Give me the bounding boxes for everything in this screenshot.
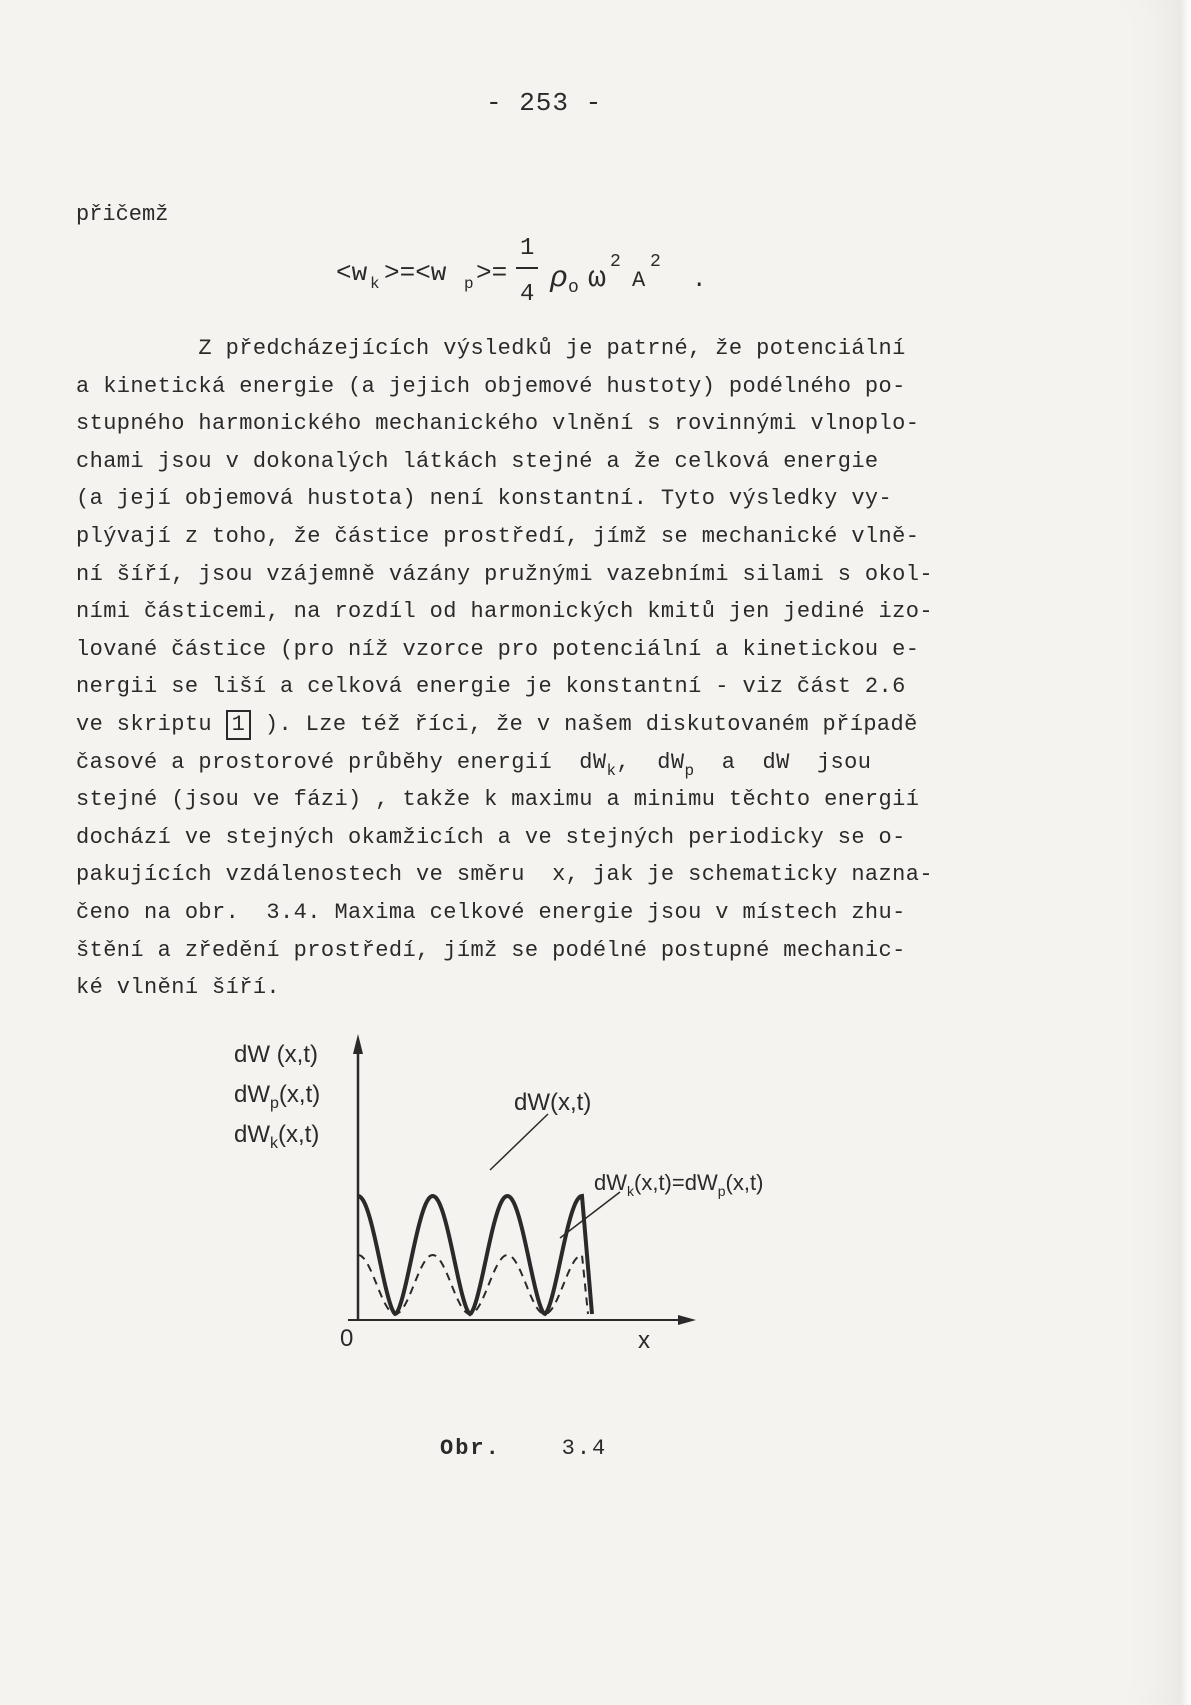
x-axis-arrow: [678, 1315, 696, 1325]
origin-label: 0: [340, 1325, 354, 1352]
text-line: pakujících vzdálenostech ve směru x, jak je schematicky nazna-: [76, 862, 933, 888]
subscript-p: p: [684, 761, 695, 780]
lead-word: přičemž: [76, 202, 169, 227]
formula-eq: >=: [476, 258, 508, 288]
formula-wp-open: >=<w: [384, 258, 447, 288]
text-line: dochází ve stejných okamžicích a ve stejných periodicky se o-: [76, 824, 906, 850]
label-part: (x,t)=dW: [634, 1170, 718, 1195]
formula-period: .: [692, 267, 707, 294]
text-line: [76, 706, 1056, 744]
label-part: (x,t): [278, 1121, 320, 1148]
curve-label-kinetic-potential: [594, 1170, 763, 1199]
formula-denominator: 4: [520, 281, 535, 308]
text-line: nergii se liší a celková energie je konstantní - viz část 2.6: [76, 674, 906, 700]
formula-rho: ρ: [550, 262, 569, 296]
label-part: dW: [594, 1170, 627, 1195]
text-line: ké vlnění šíří.: [76, 975, 281, 1001]
text-fragment: ve skriptu: [76, 711, 226, 737]
text-fragment: ). Lze též říci, že v našem diskutovaném případě: [251, 711, 918, 737]
caption-number: 3.4: [561, 1436, 608, 1461]
total-energy-curve: [358, 1196, 592, 1314]
figure-caption: [440, 1436, 607, 1461]
text-line: štění a zředění prostředí, jímž se podélné postupné mechanic-: [76, 937, 906, 963]
formula-omega-sup: 2: [610, 252, 621, 272]
energy-density-formula: [336, 228, 766, 312]
text-line: chami jsou v dokonalých látkách stejné a že celková energie: [76, 448, 879, 474]
label-sub: p: [717, 1183, 726, 1199]
y-label-potential: [234, 1081, 320, 1112]
text-line: stupného harmonického mechanického vlnění s rovinnými vlnoplo-: [76, 411, 920, 437]
text-line: plývají z toho, že částice prostředí, jímž se mechanické vlně-: [76, 523, 920, 549]
x-axis-label: x: [638, 1327, 650, 1354]
text-line: a kinetická energie (a jejich objemové hustoty) podélného po-: [76, 373, 906, 399]
body-paragraph: [76, 330, 1056, 1007]
text-fragment: , dW: [616, 749, 685, 775]
label-part: dW: [234, 1121, 270, 1148]
text-line: lované částice (pro níž vzorce pro potenciální a kinetickou e-: [76, 636, 920, 662]
leader-line-total: [490, 1114, 548, 1170]
energy-figure: [190, 1010, 890, 1360]
formula-wk-open: <w: [336, 258, 368, 288]
formula-amplitude: A: [632, 268, 646, 293]
label-sub: p: [270, 1095, 279, 1112]
formula-numerator: 1: [520, 235, 535, 262]
text-fragment: časové a prostorové průběhy energií dW: [76, 749, 607, 775]
reference-box: 1: [226, 710, 252, 740]
text-fragment: a dW jsou: [694, 749, 872, 775]
label-part: dW: [234, 1081, 270, 1108]
caption-prefix: Obr.: [440, 1436, 501, 1461]
text-line: [76, 744, 1056, 782]
label-part: (x,t): [278, 1081, 321, 1108]
label-sub: k: [627, 1183, 634, 1199]
subscript-k: k: [606, 761, 617, 780]
text-line: (a její objemová hustota) není konstantní. Tyto výsledky vy-: [76, 486, 893, 512]
formula-amplitude-sup: 2: [650, 252, 661, 272]
y-axis-arrow: [353, 1034, 363, 1054]
text-line: Z předcházejících výsledků je patrné, že potenciální: [76, 336, 906, 361]
text-line: čeno na obr. 3.4. Maxima celkové energie jsou v místech zhu-: [76, 899, 906, 925]
y-label-total: dW (x,t): [234, 1041, 318, 1068]
formula-rho-sub: o: [568, 278, 579, 298]
formula-wp-sub: p: [464, 275, 474, 293]
text-line: stejné (jsou ve fázi) , takže k maximu a minimu těchto energií: [76, 787, 920, 813]
text-line: ními částicemi, na rozdíl od harmonických kmitů jen jediné izo-: [76, 599, 933, 625]
label-sub: k: [270, 1135, 278, 1152]
page-number: - 253 -: [486, 88, 603, 118]
label-part: (x,t): [725, 1170, 764, 1195]
formula-omega: ω: [588, 262, 607, 296]
text-line: ní šíří, jsou vzájemně vázány pružnými vazebními silami s okol-: [76, 561, 933, 587]
y-label-kinetic: [234, 1121, 319, 1152]
formula-wk-sub: k: [370, 275, 380, 293]
page-edge: [1179, 0, 1191, 1705]
curve-label-total: dW(x,t): [514, 1089, 592, 1116]
leader-line-kp: [560, 1192, 620, 1238]
